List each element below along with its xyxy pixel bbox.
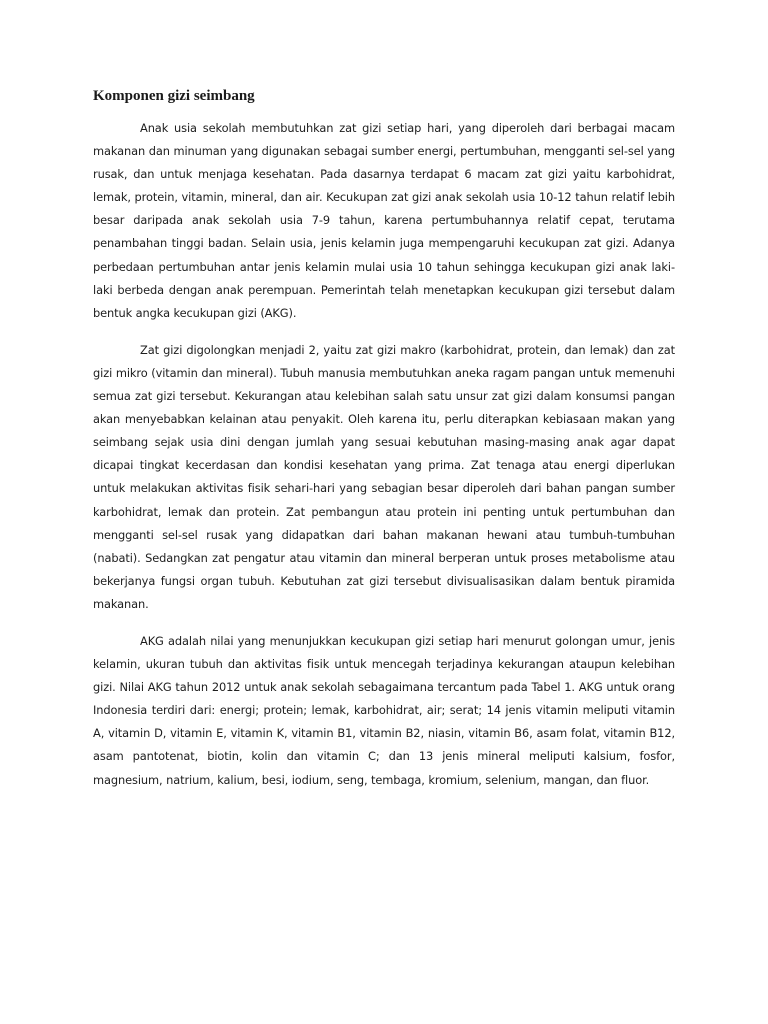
paragraph-1: Anak usia sekolah membutuhkan zat gizi setiap hari, yang diperoleh dari berbagai macam makanan dan minuman yang digunakan sebagai sumber energi, pertumbuhan, mengganti sel-sel yang rusak, dan untuk menjaga kesehatan. Pada dasarnya terdapat 6 macam zat gizi yaitu karbohidrat, lemak, protein, vitamin, mineral, dan air. Kecukupan zat gizi anak sekolah usia 10-12 tahun relatif lebih besar daripada anak sekolah usia 7-9 tahun, karena pertumbuhannya relatif cepat, terutama penambahan tinggi badan. Selain usia, jenis kelamin juga mempengaruhi kecukupan zat gizi. Adanya perbedaan pertumbuhan antar jenis kelamin mulai usia 10 tahun sehingga kecukupan gizi anak laki-laki berbeda dengan anak perempuan. Pemerintah telah menetapkan kecukupan gizi tersebut dalam bentuk angka kecukupan gizi (AKG).	[93, 121, 675, 320]
paragraph-3: AKG adalah nilai yang menunjukkan kecukupan gizi setiap hari menurut golongan umur, jenis kelamin, ukuran tubuh dan aktivitas fisik untuk mencegah terjadinya kekurangan ataupun kelebihan gizi. Nilai AKG tahun 2012 untuk anak sekolah sebagaimana tercantum pada Tabel 1. AKG untuk orang Indonesia terdiri dari: energi; protein; lemak, karbohidrat, air; serat; 14 jenis vitamin meliputi vitamin A, vitamin D, vitamin E, vitamin K, vitamin B1, vitamin B2, niasin, vitamin B6, asam folat, vitamin B12, asam pantotenat, biotin, kolin dan vitamin C; dan 13 jenis mineral meliputi kalsium, fosfor, magnesium, natrium, kalium, besi, iodium, seng, tembaga, kromium, selenium, mangan, dan fluor.	[93, 633, 675, 787]
paragraph-2: Zat gizi digolongkan menjadi 2, yaitu zat gizi makro (karbohidrat, protein, dan lemak) dan zat gizi mikro (vitamin dan mineral). Tubuh manusia membutuhkan aneka ragam pangan untuk memenuhi semua zat gizi tersebut. Kekurangan atau kelebihan salah satu unsur zat gizi dalam konsumsi pangan akan menyebabkan kelainan atau penyakit. Oleh karena itu, perlu diterapkan kebiasaan makan yang seimbang sejak usia dini dengan jumlah yang sesuai kebutuhan masing-masing anak agar dapat dicapai tingkat kecerdasan dan kondisi kesehatan yang prima. Zat tenaga atau energi diperlukan untuk melakukan aktivitas fisik sehari-hari yang sebagian besar diperoleh dari bahan pangan sumber karbohidrat, lemak dan protein. Zat pembangun atau protein ini penting untuk pertumbuhan dan mengganti sel-sel rusak yang didapatkan dari bahan makanan hewani atau tumbuh-tumbuhan (nabati). Sedangkan zat pengatur atau vitamin dan mineral berperan untuk proses metabolisme atau bekerjanya fungsi organ tubuh. Kebutuhan zat gizi tersebut divisualisasikan dalam bentuk piramida makanan.	[93, 342, 675, 611]
document-body	[93, 117, 675, 806]
section-heading: Komponen gizi seimbang	[93, 88, 255, 104]
